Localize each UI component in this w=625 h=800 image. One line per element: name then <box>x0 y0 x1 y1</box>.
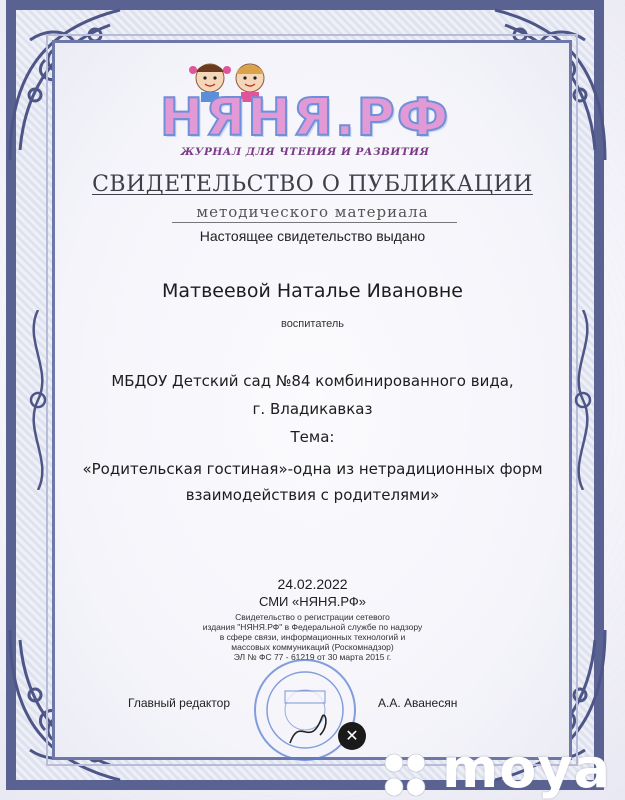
official-stamp-icon <box>250 655 360 765</box>
logo-title: НЯНЯ.РФ <box>159 88 451 148</box>
media-name: СМИ «НЯНЯ.РФ» <box>258 594 367 609</box>
registration-line: в сфере связи, информационных технологий и <box>219 632 406 642</box>
topic-line: «Родительская гостиная»-одна из нетрадиционных форм <box>82 460 543 478</box>
watermark-dots-icon <box>380 751 436 800</box>
journal-logo <box>140 60 470 160</box>
editor-name: А.А. Аванесян <box>378 696 458 710</box>
certificate-title: СВИДЕТЕЛЬСТВО О ПУБЛИКАЦИИ <box>92 172 533 197</box>
registration-line: издания "НЯНЯ.РФ" в Федеральной службе по надзору <box>202 622 423 632</box>
topic-label: Тема: <box>290 428 335 446</box>
organization-city: г. Владикавказ <box>252 400 373 418</box>
certificate-subtitle: методического материала <box>196 203 429 221</box>
watermark-text: moya <box>442 737 612 800</box>
subtitle-divider <box>172 222 457 223</box>
recipient-position: воспитатель <box>280 318 345 330</box>
publication-date: 24.02.2022 <box>277 576 348 592</box>
recipient-name: Матвеевой Наталье Ивановне <box>161 280 463 302</box>
registration-line: ЭЛ № ФС 77 - 61219 от 30 марта 2015 г. <box>233 652 392 662</box>
logo-subtitle: ЖУРНАЛ ДЛЯ ЧТЕНИЯ И РАЗВИТИЯ <box>180 146 430 158</box>
topic-line: взаимодействия с родителями» <box>185 486 440 504</box>
editor-label: Главный редактор <box>128 696 231 710</box>
organization-line: МБДОУ Детский сад №84 комбинированного вида, <box>111 372 514 390</box>
watermark-logo <box>380 737 625 800</box>
close-button[interactable]: ✕ <box>338 722 366 750</box>
registration-line: Свидетельство о регистрации сетевого <box>235 612 390 622</box>
registration-line: массовых коммуникаций (Роскомнадзор) <box>231 642 394 652</box>
issued-text: Настоящее свидетельство выдано <box>199 228 426 244</box>
